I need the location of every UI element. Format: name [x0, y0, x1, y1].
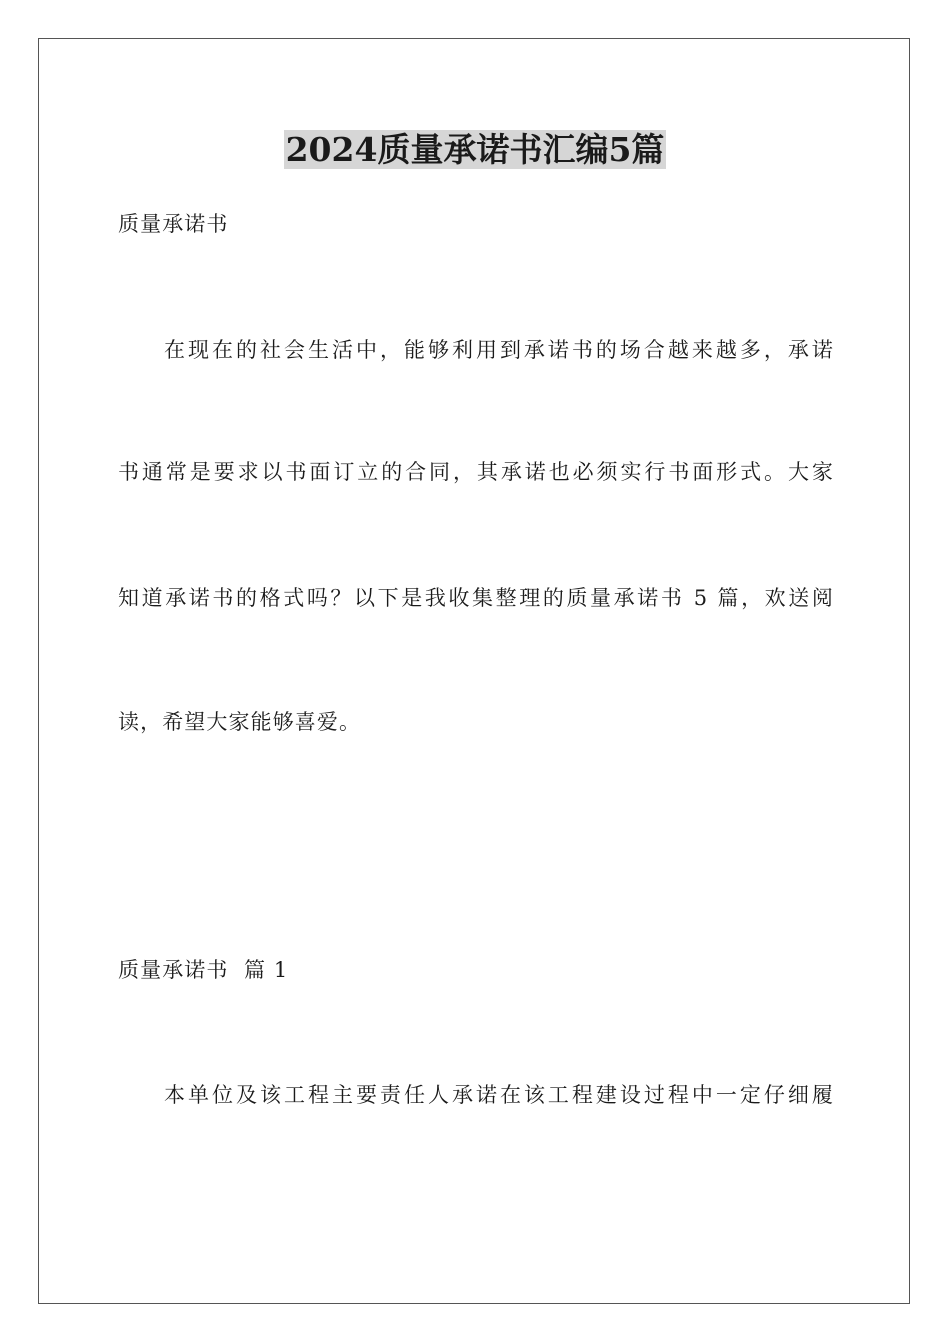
document-title: [0, 128, 950, 172]
intro-paragraph-line-3: 知道承诺书的格式吗？以下是我收集整理的质量承诺书 5 篇，欢送阅: [118, 586, 834, 610]
part1-heading: 质量承诺书 篇 1: [118, 958, 289, 982]
intro-paragraph-line-2: 书通常是要求以书面订立的合同，其承诺也必须实行书面形式。大家: [118, 460, 834, 484]
document-title-text: 2024质量承诺书汇编5篇: [285, 130, 665, 169]
section-heading: 质量承诺书: [118, 212, 229, 236]
intro-paragraph-line-4: 读，希望大家能够喜爱。: [118, 710, 362, 734]
part1-paragraph-line-1: 本单位及该工程主要责任人承诺在该工程建设过程中一定仔细履: [164, 1083, 834, 1107]
intro-paragraph-line-1: 在现在的社会生活中，能够利用到承诺书的场合越来越多，承诺: [164, 338, 834, 362]
